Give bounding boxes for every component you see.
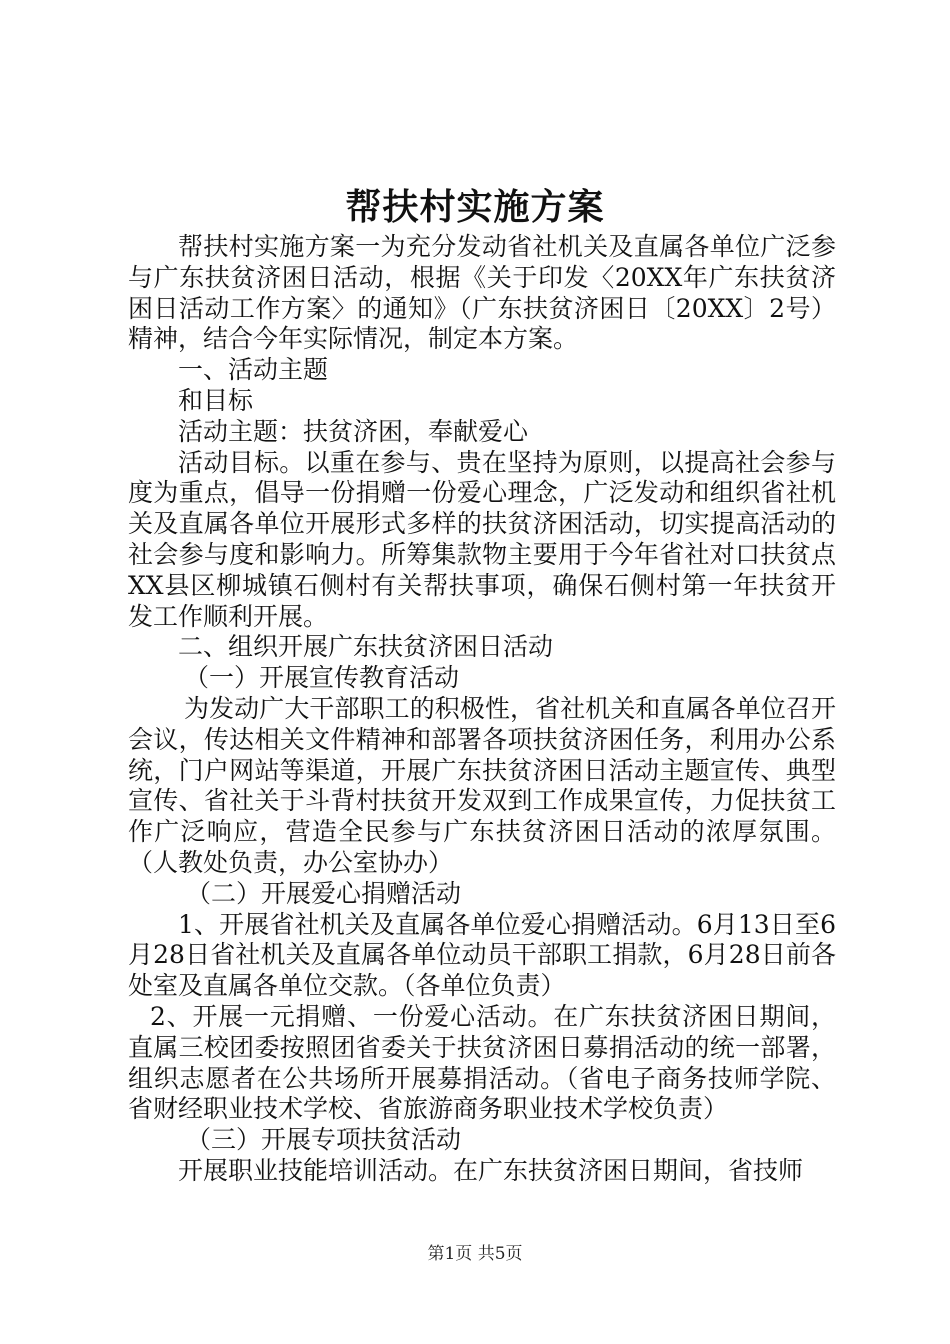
paragraph-goal: 活动目标。以重在参与、贵在坚持为原则，以提高社会参与度为重点，倡导一份捐赠一份爱心理念，广泛发动和组织省社机关及直属各单位开展形式多样的扶贫济困活动，切实提高活动的社会参与度和影响力。所筹集款物主要用于今年省社对口扶贫点XX县区柳城镇石侧村有关帮扶事项，确保石侧村第一年扶贫开发工作顺利开展。 — [128, 447, 836, 631]
document-title: 帮扶村实施方案 — [345, 186, 605, 228]
paragraph-donation-1: 1、开展省社机关及直属各单位爱心捐赠活动。6月13日至6月28日省社机关及直属各单位动员干部职工捐款，6月28日前各处室及直属各单位交款。（各单位负责） — [128, 909, 836, 1001]
subsection-heading-2: （二）开展爱心捐赠活动 — [186, 878, 462, 908]
section-heading-2: 二、组织开展广东扶贫济困日活动 — [178, 632, 554, 662]
paragraph-publicity: 为发动广大干部职工的积极性，省社机关和直属各单位召开会议，传达相关文件精神和部署各项扶贫济困任务，利用办公系统，门户网站等渠道，开展广东扶贫济困日活动主题宣传、典型宣传、省社关于斗背村扶贫开发双到工作成果宣传，力促扶贫工作广泛响应，营造全民参与广东扶贫济困日活动的浓厚氛围。（人教处负责，办公室协办） — [128, 693, 836, 877]
section-heading-1-cont: 和目标 — [178, 385, 254, 415]
page-number: 第1页 共5页 — [427, 1244, 523, 1264]
document-body — [128, 232, 836, 1187]
paragraph-training: 开展职业技能培训活动。在广东扶贫济困日期间，省技师 — [178, 1155, 804, 1185]
subsection-heading-1: （一）开展宣传教育活动 — [184, 663, 460, 693]
subsection-heading-3: （三）开展专项扶贫活动 — [186, 1125, 462, 1155]
section-heading-1: 一、活动主题 — [178, 355, 329, 385]
paragraph-theme: 活动主题：扶贫济困，奉献爱心 — [178, 416, 529, 446]
paragraph-intro: 帮扶村实施方案一为充分发动省社机关及直属各单位广泛参与广东扶贫济困日活动，根据《关于印发〈20XX年广东扶贫济困日活动工作方案〉的通知》（广东扶贫济困日〔20XX〕2号）精神，结合今年实际情况，制定本方案。 — [128, 232, 836, 354]
paragraph-donation-2: 2、开展一元捐赠、一份爱心活动。在广东扶贫济困日期间，直属三校团委按照团省委关于扶贫济困日募捐活动的统一部署，组织志愿者在公共场所开展募捐活动。（省电子商务技师学院、省财经职业技术学校、省旅游商务职业技术学校负责） — [128, 1001, 836, 1124]
